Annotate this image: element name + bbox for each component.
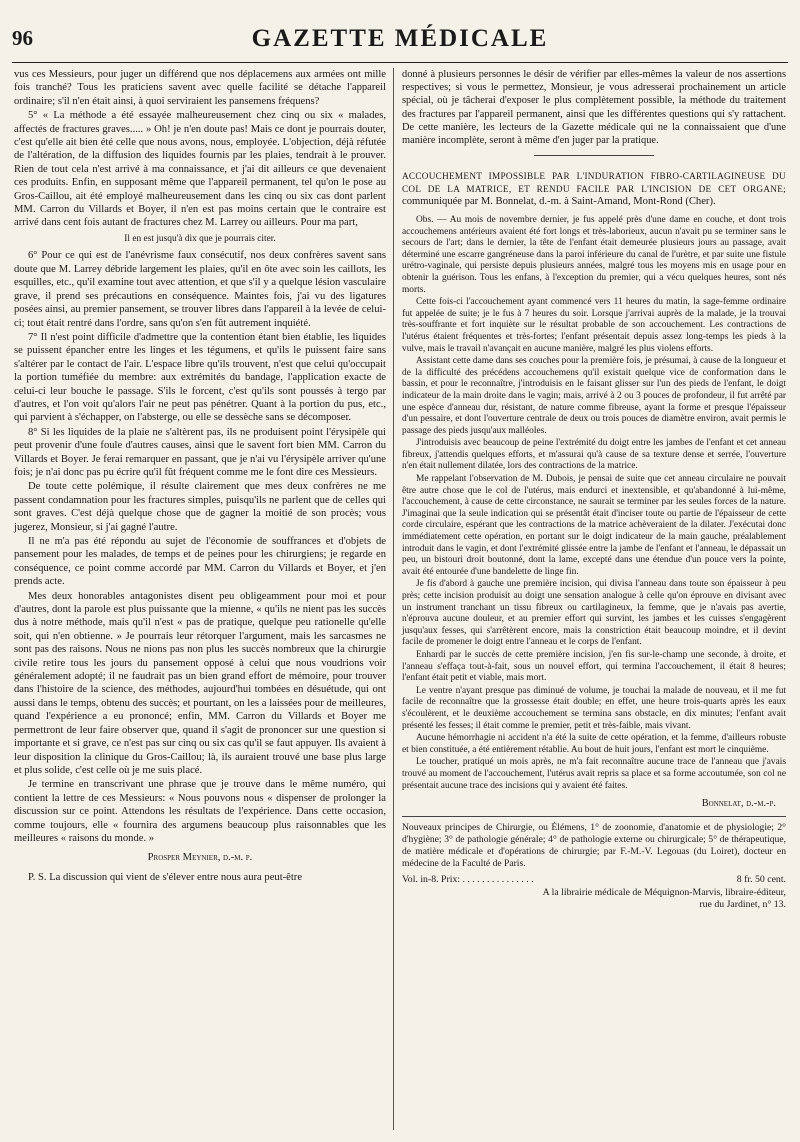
paragraph: Aucune hémorrhagie ni accident n'a été la suite de cette opération, et la femme, d'ailleurs robuste et bien constituée, a été entièrement rétablie. Au bout de huit jours, l'enfant est mort le cinquième.	[402, 733, 786, 755]
paragraph: 8° Si les liquides de la plaie ne s'altèrent pas, ils ne produisent point l'érysipèle qui peut provenir d'une foule d'autres causes, ainsi que le savent fort bien MM. Carron du Villards et Boyer. Je ferai remarquer en passant, que je n'ai vu l'érysipèle arriver qu'une fois; je n'ai donc pas pu écrire qu'il fût fréquent comme me le font dire ces Messieurs.	[14, 426, 386, 478]
publisher-street: rue du Jardinet, n° 13.	[699, 899, 786, 911]
paragraph: Il ne m'a pas été répondu au sujet de l'économie de souffrances et d'objets de pansement pour les malades, de temps et de peines pour les chirurgiens; je regarde en conséquence, ce point comme accordé par MM. Carron du Villards et Boyer, et j'en prends acte.	[14, 536, 386, 588]
bibliography-notice: Nouveaux principes de Chirurgie, ou Élémens, 1° de zoonomie, d'anatomie et de physiologie; 2° d'hygiène; 3° de pathologie générale; 4° de pathologie externe ou chirurgicale; 5° de thérapeutique, de matière médicale et d'opérations de chirurgie; par F.-M.-V. Legouas (du Loiret), docteur en médecine de la Faculté de Paris.	[402, 816, 786, 870]
price-value: 8 fr. 50 cent.	[736, 874, 786, 886]
paragraph: Obs. — Au mois de novembre dernier, je fus appelé près d'une dame en couche, et dont trois accouchemens antérieurs avaient été fort longs et très-laborieux, aucun n'avait pu se terminer sans le secours de l'art; dans le dernier, la tête de l'enfant était demeurée plusieurs jours au passage, avait déterminé une escarre gangréneuse dans la paroi inférieure du canal de l'urètre, et par suite une fistule urétro-vaginale, qui persiste depuis plusieurs années, malgré tous les moyens mis en usage pour en obtenir la guérison. Tous les enfans, à l'exception du premier, qui a vécu quelques heures, sont nés morts.	[402, 215, 786, 295]
paragraph: Me rappelant l'observation de M. Dubois, je pensai de suite que cet anneau circulaire ne pouvait être autre chose que le col de l'utérus, mais endurci et inextensible, et qu'abandonné à lui-même, l'accouchement, à cause de cette circonstance, ne saurait se terminer par les seules forces de la nature. J'imaginai que la seule indication qui se présentât était d'inciser toute ou partie de l'épaisseur de cette corde circulaire, espérant que les contractions de la matrice achèveraient de la dilater. J'exécutai donc immédiatement cette opération, en portant sur le doigt indicateur de la main gauche, préalablement introduit dans le vagin, et dont l'extrémité glissée entre la jambe de l'enfant et l'anneau, le dépassait un peu, un bistouri droit boutonné, dont la lame, excepté dans une étendue d'un pouce vers la pointe, avait été entourée d'une bandelette de linge fin.	[402, 474, 786, 577]
column-divider	[393, 68, 394, 1130]
article-title: ACCOUCHEMENT IMPOSSIBLE PAR L'INDURATION FIBRO-CARTILAGINEUSE DU COL DE LA MATRICE, ET RENDU FACILE PAR L'INCISION DE CET ORGANE;	[402, 171, 786, 194]
paragraph: Je termine en transcrivant une phrase que je trouve dans le même numéro, qui contient la lettre de ces Messieurs: « Nous pouvons nous « dispenser de prolonger la discussion sur ce point. Attendons les résultats de l'expérience. Dans cette occasion, comme toujours, elle « fournira des argumens beaucoup plus raisonnables que les meilleures « raisons du monde. »	[14, 779, 386, 844]
right-column	[402, 68, 786, 912]
paragraph: Le ventre n'ayant presque pas diminué de volume, je touchai la malade de nouveau, et il me fut facile de reconnaître que la grossesse était double; en effet, une heure trois-quarts après les eaux s'écoulèrent, et le deuxième accouchement se termina sans obstacle, en dix minutes; l'enfant avait présenté les fesses; il était comme le premier, petit et très-faible, mais vivant.	[402, 685, 786, 731]
page-number: 96	[12, 26, 33, 50]
paragraph: De toute cette polémique, il résulte clairement que mes deux confrères ne me passent condamnation pour les fractures simples, puisqu'ils ne parlent que de celles qui sont graves. C'est déjà quelque chose que de gagner la moitié de son procès; vous jugerez, Monsieur, si j'ai gagné l'autre.	[14, 481, 386, 533]
paragraph: 6° Pour ce qui est de l'anévrisme faux consécutif, nos deux confrères savent sans doute que M. Larrey débride largement les plaies, qu'il en ôte avec soin les caillots, les esquilles, etc., qu'il examine tout avec attention, et que s'il y a quelque lésion vasculaire grave, il prend ses précautions en conséquence. Maintes fois, j'ai vu des ligatures posées ainsi, au premier pansement, se trouver libres dans l'appareil à la levée de celui-ci; tout était rentré dans l'ordre, sans qu'on s'en fût autrement inquiété.	[14, 250, 386, 329]
paragraph: 5° « La méthode a été essayée malheureusement chez cinq ou six « malades, affectés de fractures graves..... » Oh! je n'en doute pas! Mais ce dont je pourrais douter, c'est qu'elle ait bien été celle que nous avons, nous, employée. L'objection, déjà réfutée de l'altération, de la diffusion des liquides fournis par les plaies, tendrait à le prouver. Rien de tout cela n'est arrivé à ma connaissance, et j'ai dit ailleurs ce que devenaient ces produits. Enfin, en supposant même que l'appareil permanent, tel qu'on le pose au Gros-Caillou, ait été employé malheureusement dans les cinq ou six cas dont parlent MM. Carron du Villards et Boyer, il n'en est pas moins certain que le contraire est arrivé dans cent fois autant de fractures chez M. Larrey ou ailleurs. Pour ma part,	[14, 110, 386, 229]
publisher-address: A la librairie médicale de Méquignon-Marvis, libraire-éditeur,	[542, 886, 786, 898]
paragraph: 7° Il n'est point difficile d'admettre que la contention étant bien établie, les liquides se puissent épancher entre les linges et les tégumens, et qu'ils le puissent faire sans s'altérer par le contact de l'air. L'espace libre qu'ils trouvent, n'est que celui qu'occupait la portion tuméfiée du membre: aux extrémités du bandage, l'application exacte de celui-ci leur bouche le passage. S'ils le forcent, c'est qu'ils sont poussés à tergo par d'autres, et l'on voit qu'alors l'air ne peut pas pénétrer. Quant à la portion du pus, etc., qui parvient à s'échapper, on l'absterge, ou elle se dessèche sans se décomposer.	[14, 331, 386, 424]
author-signature: Bonnelat, d.-m.-p.	[701, 798, 776, 810]
paragraph: Cette fois-ci l'accouchement ayant commencé vers 11 heures du matin, la sage-femme ordinaire fut appelée de suite; je le fus à 7 heures du soir. Lorsque j'arrivai auprès de la malade, je la trouvai très-souffrante et fort inquiète sur le résultat probable de son accouchement. Les contractions de l'utérus étaient fréquentes et très-fortes; l'enfant présentait depuis assez long-temps les pieds à la vulve, mais le travail n'avançait en aucune manière, malgré les plus violens efforts.	[402, 297, 786, 354]
price-label: Vol. in-8. Prix: . . . . . . . . . . . . . . .	[402, 874, 534, 886]
paragraph: donné à plusieurs personnes le désir de vérifier par elles-mêmes la valeur de nos assertions respectives; si vous le permettez, Monsieur, je vous adresserai prochainement un article spécial, où je tâcherai d'exposer le plus complètement possible, la méthode du traitement des fractures par l'appareil permanent, ainsi que les différentes questions qui s'y rattachent. De cette manière, les lecteurs de la Gazette médicale qui ne la connaissaient que d'une manière incomplète, seront à même d'en juger par la pratique.	[402, 69, 786, 147]
paragraph: vus ces Messieurs, pour juger un différend que nos déplacemens aux armées ont mille fois tranché? Tous les praticiens savent avec quelle facilité se détache l'appareil ordinaire; s'il n'en était ainsi, à quoi serviraient les pansemens fréquens?	[14, 69, 386, 107]
journal-title: GAZETTE MÉDICALE	[251, 25, 549, 52]
observation-body	[402, 215, 786, 792]
paragraph: Mes deux honorables antagonistes disent peu obligeamment pour moi et pour d'autres, dont la parole est plus puissante que la mienne, « qu'ils ne nient pas les succès dus à notre méthode, mais qu'il n'est « pas de pratique, quelque peu rationelle qu'elle soit, qui n'en obtienne. » Je pourrais leur rétorquer l'argument, mais les sarcasmes ne sont pas des raisons. Nous ne nions pas non plus les succès nombreux que la chirurgie civile retire tous les jours du pansement opposé à celui que nous voudrions voir généralement adopté; il ne faudrait pas un bien grand effort de mémoire, pour trouver dans l'histoire de la science, des méthodes, aujourd'hui tombées en désuétude, qui ont aussi dans le temps, obtenu des succès; et pourtant, on les a laissées pour de meilleures, quand l'expérience a eu prononcé; enfin, MM. Carron du Villards et Boyer me permettront de leur faire observer que, quand il s'agit de prononcer sur une question si importante et si grave, ce n'est pas sur cinq ou six cas qu'il se faut appuyer. Ils avaient à leur disposition la clinique du Gros-Caillou; là, ils auraient trouvé une base plus large et plus solide, c'est celle où je me suis placé.	[14, 590, 386, 776]
paragraph: Assistant cette dame dans ses couches pour la première fois, je présumai, à cause de la longueur et de la difficulté des précédens accouchemens qu'il existait quelque vice de conformation dans le bassin, et pour le reconnaître, j'introduisis en le faisant glisser sur l'un des pieds de l'enfant, le doigt indicateur de la main droite dans le vagin; mais, arrivé à 2 ou 3 pouces de profondeur, il fut arrêté par une espèce d'anneau dur, résistant, de nature comme fibreuse, ayant la forme et presque l'épaisseur d'un pessaire, et dont l'ouverture centrale de deux ou trois pouces de diamètre environ, avait permis le passage des pieds jusqu'aux malléoles.	[402, 356, 786, 436]
price-block	[402, 874, 786, 911]
paragraph: Le toucher, pratiqué un mois après, ne m'a fait reconnaître aucune trace de l'anneau que j'avais trouvé au moment de l'accouchement, l'utérus avait repris sa place et sa forme accoutumée, son col ne présentait aucune trace des incisions qui y avaient été faites.	[402, 757, 786, 791]
postscript: P. S. La discussion qui vient de s'élever entre nous aura peut-être	[28, 871, 303, 883]
article-heading	[402, 170, 786, 209]
paragraph: J'introduisis avec beaucoup de peine l'extrémité du doigt entre les jambes de l'enfant et cet anneau fibreux, j'attendis quelques efforts, et m'assurai qu'à cause de sa texture dense et serrée, l'ouverture n'en était nullement dilatée, lors des contractions de la matrice.	[402, 438, 786, 472]
price-line	[402, 874, 786, 886]
author-signature: Prosper Meynier, d.-m. p.	[147, 852, 253, 864]
left-column	[14, 68, 386, 885]
section-divider	[534, 155, 654, 156]
paragraph: Je fis d'abord à gauche une première incision, qui divisa l'anneau dans toute son épaisseur à peu près; cette incision produisit au doigt une sensation analogue à celle qu'on éprouve en divisant avec un instrument tranchant un tissu fibreux ou cartilagineux, la femme, que je n'avais pas avertie, n'éprouva aucune douleur, et au premier effort qui survint, les jambes et les cuisses s'engagèrent jusqu'aux fesses, qui s'arrêtèrent encore, mais la constriction était beaucoup moindre, et il devint facile de promener le doigt entre l'anneau et le corps de l'enfant.	[402, 579, 786, 648]
page-header	[12, 22, 788, 63]
centered-line: Il en est jusqu'à dix que je pourrais citer.	[124, 233, 276, 244]
paragraph: Enhardi par le succès de cette première incision, j'en fis sur-le-champ une seconde, à droite, et l'anneau s'effaça tout-à-fait, sous un nouvel effort, qui termina l'accouchement, il était 8 heures; l'enfant était petit et viable, mais mort.	[402, 649, 786, 684]
article-author: communiquée par M. Bonnelat, d.-m. à Saint-Amand, Mont-Rond (Cher).	[402, 196, 716, 208]
